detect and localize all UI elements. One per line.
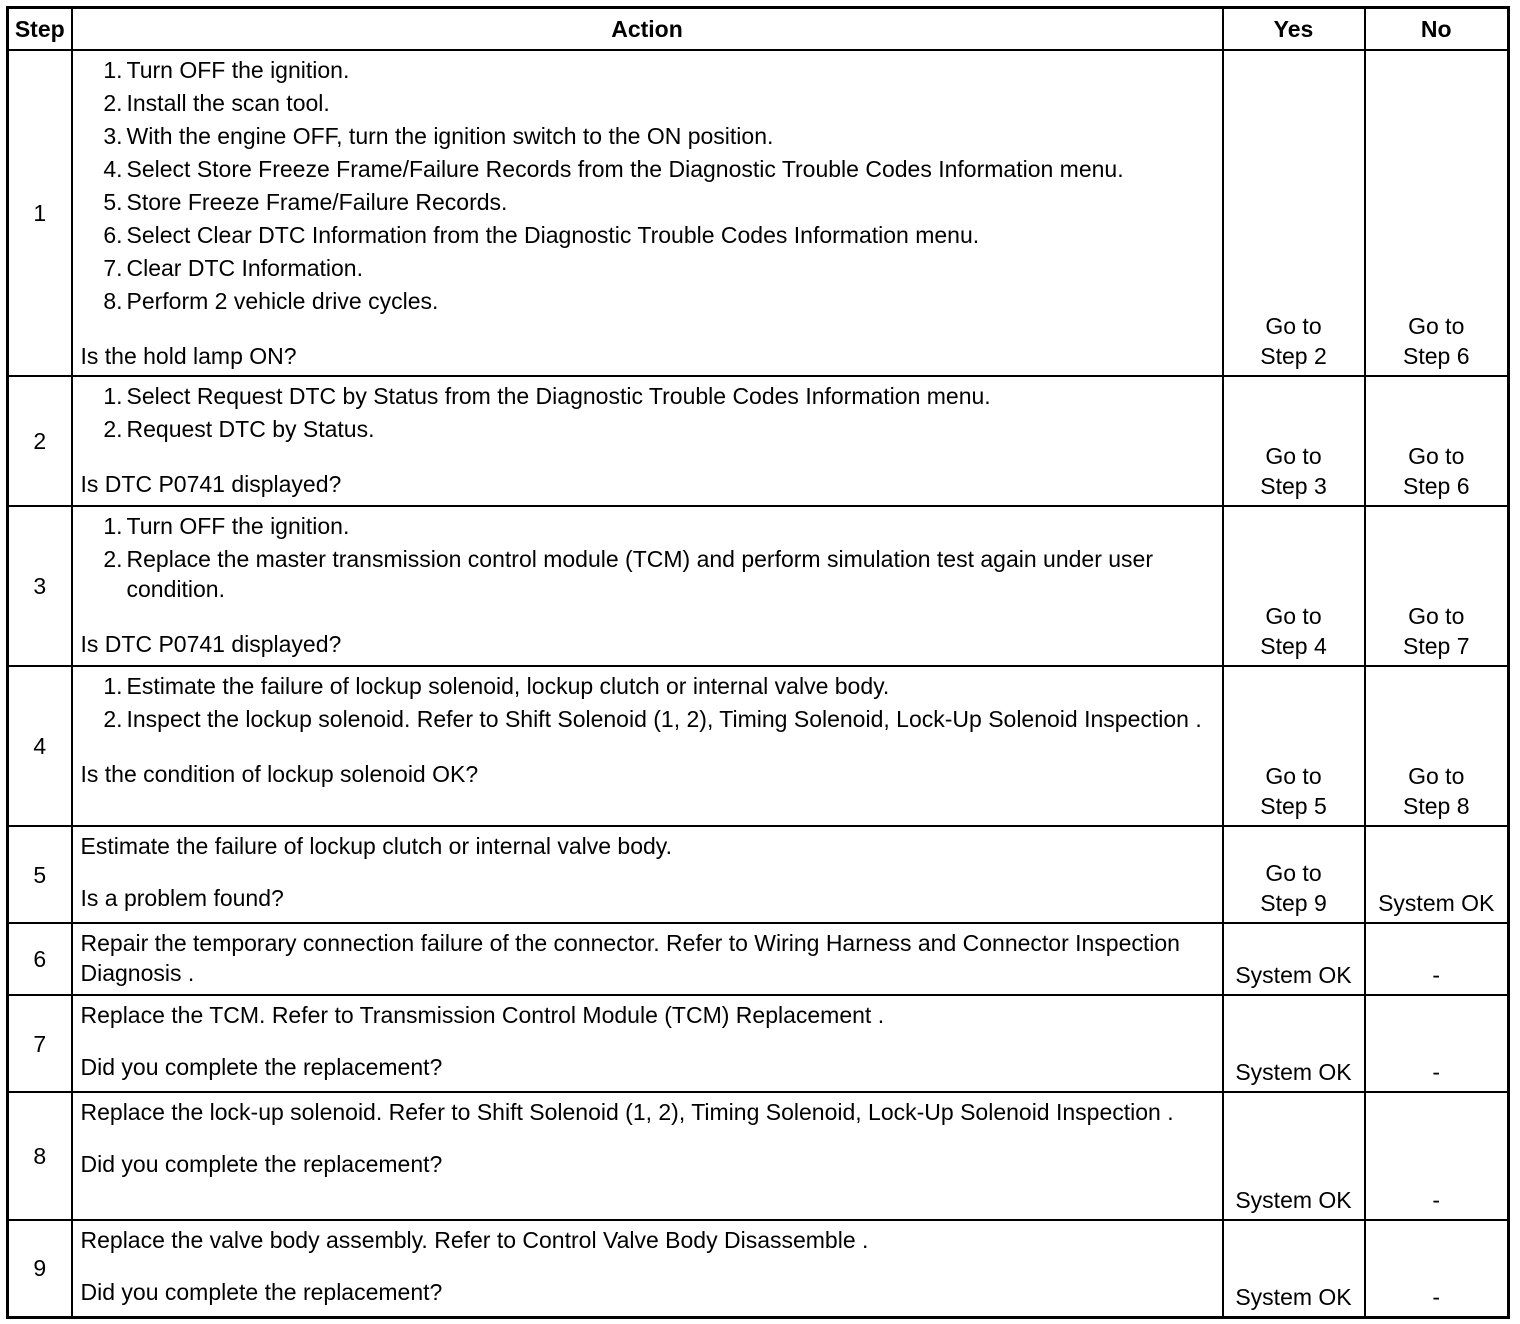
no-result [1365,1220,1509,1317]
header-no: No [1365,8,1509,51]
no-result-line: Step 6 [1403,343,1470,369]
list-item [81,88,1214,118]
action-cell [72,376,1223,506]
no-result [1365,826,1509,923]
list-item-text: Turn OFF the ignition. [126,57,350,83]
header-action: Action [72,8,1223,51]
list-item-text: Select Request DTC by Status from the Diagnostic Trouble Codes Information menu. [126,383,991,409]
action-steps-list [81,55,1214,316]
table-row [8,666,1509,826]
list-item-text: Perform 2 vehicle drive cycles. [126,288,439,314]
list-item-number: 6. [103,222,123,248]
step-number: 5 [8,826,72,923]
yes-result-line: Go to [1265,443,1322,469]
list-item [81,154,1214,184]
step-number: 6 [8,923,72,995]
action-text: Replace the TCM. Refer to Transmission Control Module (TCM) Replacement . [80,1002,885,1028]
list-item-number: 8. [103,288,123,314]
action-question: Did you complete the replacement? [80,1151,443,1177]
step-number: 8 [8,1092,72,1220]
table-row [8,50,1509,376]
list-item [81,671,1214,701]
yes-result [1223,376,1365,506]
yes-result [1223,50,1365,376]
no-result [1365,666,1509,826]
no-result-line: Go to [1408,313,1465,339]
step-number: 2 [8,376,72,506]
step-number: 3 [8,506,72,666]
no-result-line: - [1432,1187,1441,1213]
list-item [81,55,1214,85]
no-result-line: Go to [1408,443,1465,469]
list-item [81,121,1214,151]
yes-result-line: System OK [1235,1187,1352,1213]
yes-result [1223,506,1365,666]
list-item [81,253,1214,283]
list-item-text: Request DTC by Status. [126,416,375,442]
no-result [1365,995,1509,1092]
yes-result-line: Go to [1265,860,1322,886]
list-item-number: 4. [103,156,123,182]
action-text: Estimate the failure of lockup clutch or internal valve body. [80,833,672,859]
list-item-number: 2. [103,90,123,116]
list-item-number: 1. [103,383,123,409]
step-number: 9 [8,1220,72,1317]
yes-result [1223,826,1365,923]
action-cell [72,826,1223,923]
table-row [8,923,1509,995]
table-row [8,995,1509,1092]
no-result-line: - [1432,1283,1441,1310]
no-result-line: Step 8 [1403,793,1470,819]
action-question: Is the hold lamp ON? [80,343,297,369]
no-result-line: Step 7 [1403,633,1470,659]
list-item [81,381,1214,411]
list-item [81,286,1214,316]
yes-result-line: Step 5 [1260,793,1327,819]
yes-result [1223,666,1365,826]
list-item [81,544,1214,604]
no-result-line: System OK [1378,890,1495,916]
header-step: Step [8,8,72,51]
yes-result-line: Go to [1265,603,1322,629]
list-item-text: Store Freeze Frame/Failure Records. [126,189,508,215]
action-cell [72,506,1223,666]
no-result-line: Go to [1408,763,1465,789]
action-steps-list [81,511,1214,604]
yes-result-line: Step 4 [1260,633,1327,659]
list-item-text: Inspect the lockup solenoid. Refer to Shift Solenoid (1, 2), Timing Solenoid, Lock-Up Solenoid Inspection . [126,706,1202,732]
action-text: Repair the temporary connection failure of the connector. Refer to Wiring Harness and Connector Inspection Diagnosis . [80,930,1180,986]
list-item [81,220,1214,250]
header-row [8,8,1509,51]
action-question: Did you complete the replacement? [80,1054,443,1080]
action-cell [72,1092,1223,1220]
action-cell [72,1220,1223,1317]
action-cell [72,995,1223,1092]
table-row [8,826,1509,923]
step-number: 1 [8,50,72,376]
yes-result [1223,1092,1365,1220]
list-item-text: Replace the master transmission control module (TCM) and perform simulation test again under user condition. [126,546,1153,602]
table-row [8,506,1509,666]
list-item-number: 2. [103,416,123,442]
list-item-text: With the engine OFF, turn the ignition switch to the ON position. [126,123,774,149]
list-item [81,704,1214,734]
no-result-line: Step 6 [1403,473,1470,499]
list-item-text: Install the scan tool. [126,90,330,116]
no-result [1365,1092,1509,1220]
list-item [81,511,1214,541]
yes-result-line: Step 9 [1260,890,1327,916]
no-result [1365,923,1509,995]
list-item-text: Estimate the failure of lockup solenoid, lockup clutch or internal valve body. [126,673,890,699]
action-steps-list [81,381,1214,444]
action-cell [72,666,1223,826]
action-question: Is the condition of lockup solenoid OK? [80,761,479,787]
yes-result-line: Go to [1265,763,1322,789]
yes-result-line: System OK [1235,962,1352,988]
yes-result-line: Step 2 [1260,343,1327,369]
action-question: Is DTC P0741 displayed? [80,631,342,657]
list-item [81,414,1214,444]
list-item-number: 3. [103,123,123,149]
action-question: Is DTC P0741 displayed? [80,471,342,497]
action-text: Replace the valve body assembly. Refer to Control Valve Body Disassemble . [80,1227,869,1253]
list-item-text: Select Store Freeze Frame/Failure Records from the Diagnostic Trouble Codes Information menu. [126,156,1124,182]
table-row [8,1092,1509,1220]
no-result [1365,376,1509,506]
action-text: Replace the lock-up solenoid. Refer to Shift Solenoid (1, 2), Timing Solenoid, Lock-Up Solenoid Inspection . [80,1099,1174,1125]
list-item-text: Clear DTC Information. [126,255,363,281]
list-item [81,187,1214,217]
yes-result-line: Go to [1265,313,1322,339]
header-yes: Yes [1223,8,1365,51]
step-number: 4 [8,666,72,826]
list-item-number: 1. [103,673,123,699]
table-row [8,1220,1509,1317]
no-result-line: Go to [1408,603,1465,629]
yes-result [1223,995,1365,1092]
action-question: Did you complete the replacement? [80,1279,443,1305]
list-item-number: 7. [103,255,123,281]
yes-result [1223,1220,1365,1317]
step-number: 7 [8,995,72,1092]
yes-result-line: System OK [1235,1059,1352,1085]
yes-result-line: Step 3 [1260,473,1327,499]
yes-result-line: System OK [1235,1283,1352,1310]
list-item-number: 2. [103,546,123,572]
yes-result [1223,923,1365,995]
list-item-text: Turn OFF the ignition. [126,513,350,539]
action-question: Is a problem found? [80,885,284,911]
action-cell [72,50,1223,376]
table-row [8,376,1509,506]
list-item-number: 5. [103,189,123,215]
action-steps-list [81,671,1214,734]
no-result-line: - [1432,962,1441,988]
action-cell [72,923,1223,995]
no-result [1365,506,1509,666]
no-result [1365,50,1509,376]
list-item-number: 1. [103,57,123,83]
list-item-number: 2. [103,706,123,732]
diagnostic-table [6,6,1510,1319]
list-item-number: 1. [103,513,123,539]
no-result-line: - [1432,1059,1441,1085]
list-item-text: Select Clear DTC Information from the Diagnostic Trouble Codes Information menu. [126,222,980,248]
